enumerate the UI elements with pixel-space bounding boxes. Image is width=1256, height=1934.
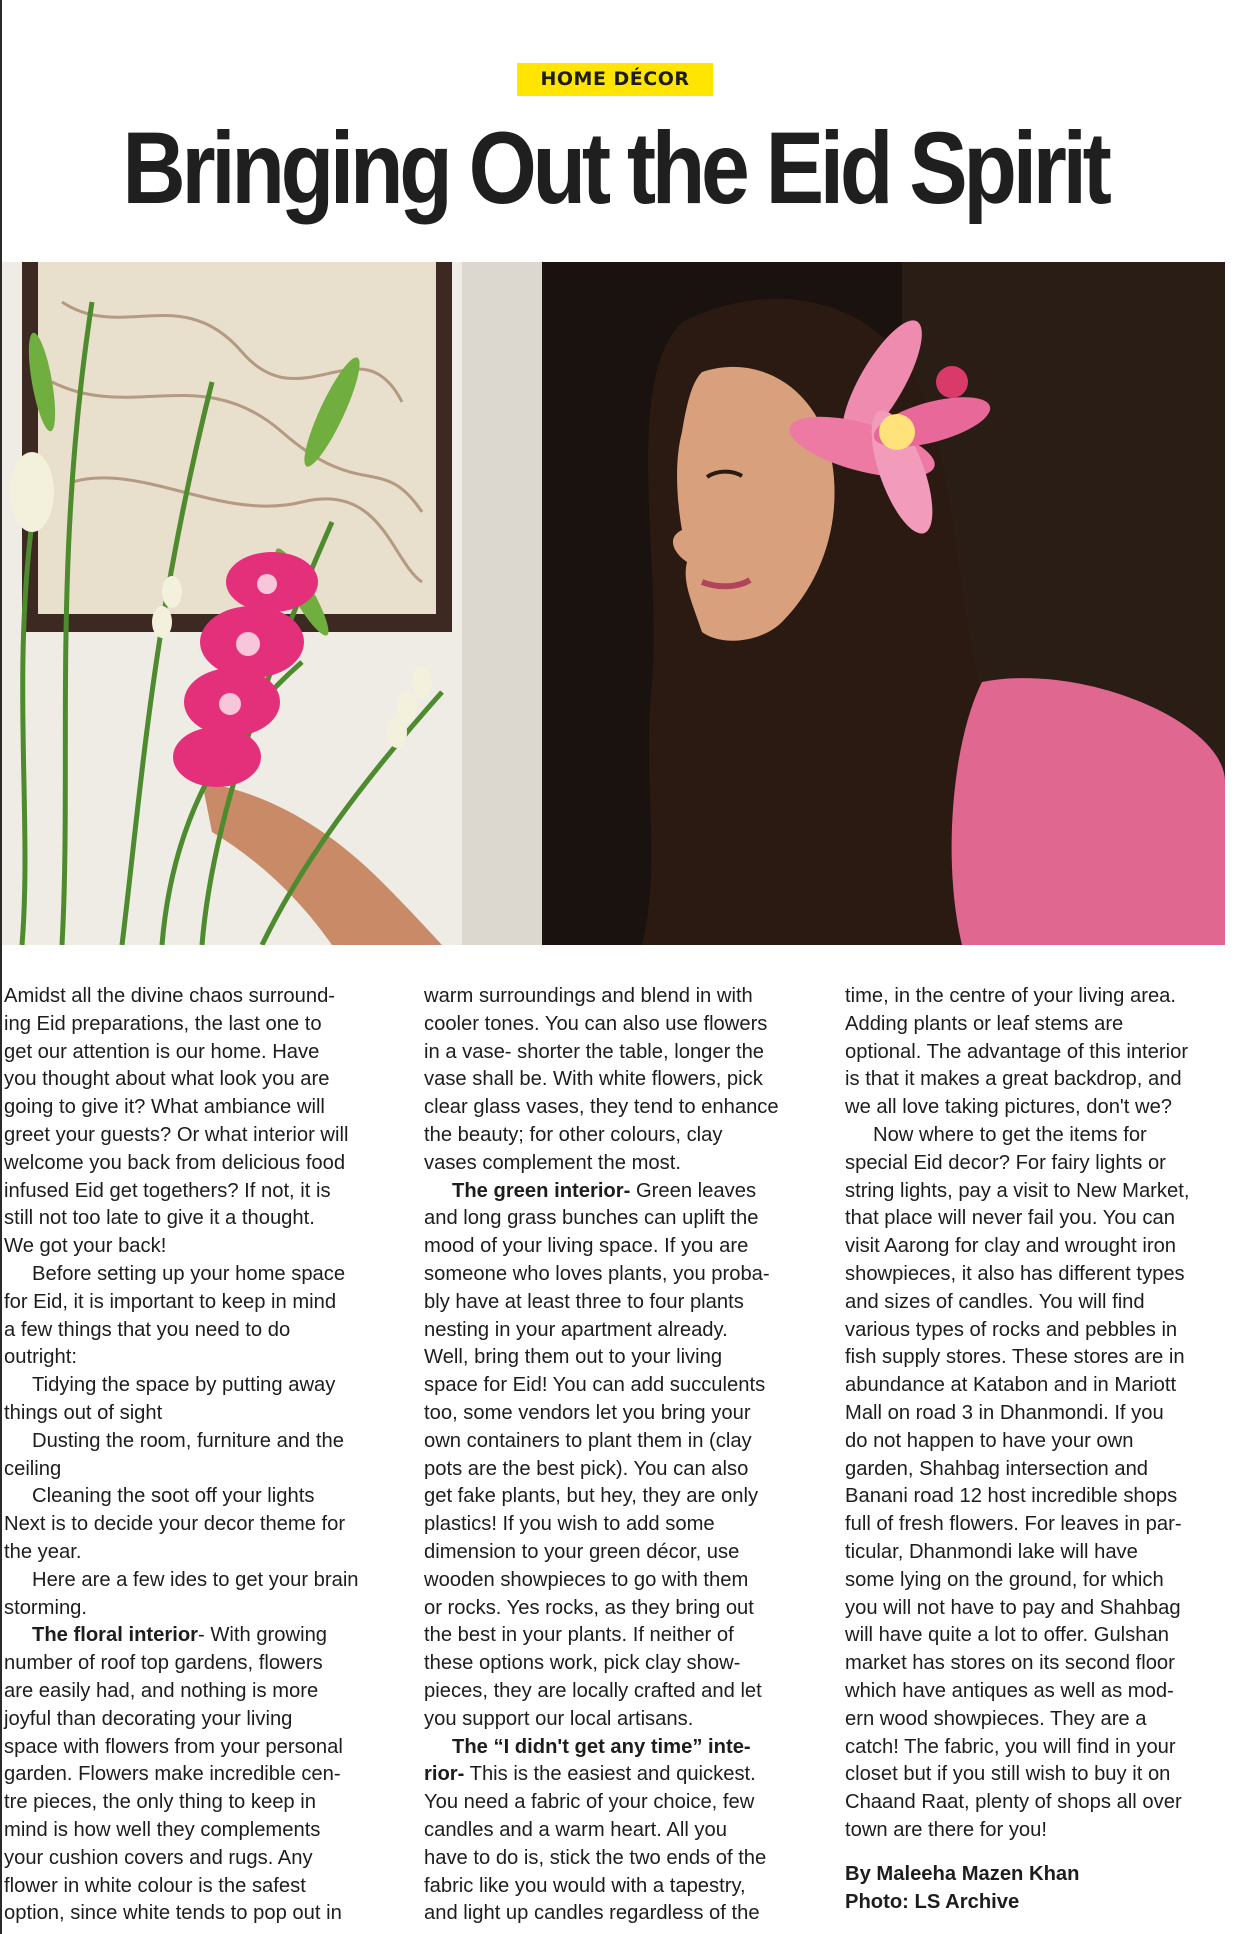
body-text: have to do is, stick the two ends of the: [424, 1846, 767, 1869]
text-column-3: [845, 983, 1225, 1916]
body-text: Tidying the space by putting away: [32, 1374, 336, 1397]
body-text: Before setting up your home space: [32, 1262, 346, 1285]
text-line: [424, 1372, 804, 1400]
text-line: [4, 1400, 384, 1428]
text-line: [845, 1511, 1225, 1539]
text-line: [424, 1622, 804, 1650]
body-text: time, in the centre of your living area.: [845, 985, 1177, 1007]
byline-author: By Maleeha Mazen Khan: [845, 1862, 1080, 1885]
text-line: [424, 1734, 804, 1762]
text-line: [845, 1595, 1225, 1623]
body-text: full of fresh flowers. For leaves in par-: [845, 1513, 1182, 1536]
text-line: [4, 1789, 384, 1817]
body-text: Well, bring them out to your living: [424, 1346, 723, 1369]
body-text: you support our local artisans.: [424, 1707, 694, 1730]
text-line: [424, 1817, 804, 1845]
text-column-1: [4, 983, 384, 1928]
body-text: - With growing: [198, 1624, 328, 1647]
text-line: [424, 1261, 804, 1289]
text-line: [4, 1178, 384, 1206]
text-line: [424, 1595, 804, 1623]
body-text: number of roof top gardens, flowers: [4, 1652, 323, 1675]
text-line: [845, 1289, 1225, 1317]
body-text: do not happen to have your own: [845, 1429, 1134, 1452]
text-line: [424, 1344, 804, 1372]
text-line: [4, 1567, 384, 1595]
text-line: [4, 1428, 384, 1456]
text-line: [424, 1845, 804, 1873]
body-text: Cleaning the soot off your lights: [32, 1485, 315, 1508]
text-line: [4, 1261, 384, 1289]
text-line: [845, 1567, 1225, 1595]
text-line: [845, 1734, 1225, 1762]
text-line: [845, 1178, 1225, 1206]
text-line: [4, 1706, 384, 1734]
text-line: [424, 1650, 804, 1678]
body-text: for Eid, it is important to keep in mind: [4, 1290, 337, 1313]
body-text: your cushion covers and rugs. Any: [4, 1846, 313, 1869]
text-line: [4, 983, 384, 1011]
body-text: showpieces, it also has different types: [845, 1262, 1185, 1285]
text-line: [4, 1650, 384, 1678]
body-text: market has stores on its second floor: [845, 1652, 1175, 1675]
body-text: Mall on road 3 in Dhanmondi. If you: [845, 1401, 1164, 1424]
text-line: [424, 1400, 804, 1428]
body-text: things out of sight: [4, 1401, 163, 1424]
subhead-lead: The floral interior: [32, 1624, 199, 1647]
text-line: [4, 1873, 384, 1901]
body-text: get fake plants, but hey, they are only: [424, 1485, 759, 1508]
body-text: town are there for you!: [845, 1818, 1047, 1841]
text-line: [845, 1317, 1225, 1345]
text-line: [424, 1567, 804, 1595]
photo-woman-with-flowers-icon: [2, 262, 1225, 945]
body-text: these options work, pick clay show-: [424, 1652, 741, 1675]
body-text: closet but if you still wish to buy it on: [845, 1763, 1171, 1786]
text-line: [424, 1428, 804, 1456]
body-text: Here are a few ides to get your brain: [32, 1568, 359, 1591]
text-line: [4, 1039, 384, 1067]
body-text: ing Eid preparations, the last one to: [4, 1012, 322, 1035]
body-text: will have quite a lot to offer. Gulshan: [845, 1624, 1169, 1647]
body-text: get our attention is our home. Have: [4, 1040, 320, 1063]
text-line: [424, 1873, 804, 1901]
body-text: ern wood showpieces. They are a: [845, 1707, 1147, 1730]
text-line: [4, 1094, 384, 1122]
body-text: Green leaves: [630, 1179, 757, 1202]
text-line: [424, 1122, 804, 1150]
text-line: [424, 1539, 804, 1567]
text-line: [424, 1900, 804, 1928]
text-line: [4, 1205, 384, 1233]
headline: Bringing Out the Eid Spirit: [122, 111, 1108, 225]
text-line: [424, 1456, 804, 1484]
text-line: [424, 1094, 804, 1122]
section-tag: HOME DÉCOR: [517, 63, 713, 96]
body-text: dimension to your green décor, use: [424, 1540, 740, 1563]
text-line: [845, 1261, 1225, 1289]
text-line: [424, 1317, 804, 1345]
body-text: plastics! If you wish to add some: [424, 1513, 715, 1536]
body-text: fabric like you would with a tapestry,: [424, 1874, 746, 1897]
body-text: or rocks. Yes rocks, as they bring out: [424, 1596, 754, 1619]
text-line: [4, 1066, 384, 1094]
body-text: Banani road 12 host incredible shops: [845, 1485, 1178, 1508]
body-text: the best in your plants. If neither of: [424, 1624, 734, 1647]
text-line: [424, 1761, 804, 1789]
subhead-lead: The “I didn't get any time” inte-: [452, 1735, 751, 1758]
body-text: visit Aarong for clay and wrought iron: [845, 1235, 1177, 1258]
text-line: [424, 1678, 804, 1706]
body-text: the beauty; for other colours, clay: [424, 1123, 723, 1146]
text-line: [424, 1178, 804, 1206]
body-text: bly have at least three to four plants: [424, 1290, 744, 1313]
text-line: [4, 1122, 384, 1150]
text-line: [4, 1317, 384, 1345]
text-line: [845, 1233, 1225, 1261]
body-text: mind is how well they complements: [4, 1818, 321, 1841]
text-line: [424, 1150, 804, 1178]
text-line: [845, 1428, 1225, 1456]
text-line: [424, 1789, 804, 1817]
body-text: cooler tones. You can also use flowers: [424, 1012, 768, 1035]
body-text: someone who loves plants, you proba-: [424, 1262, 770, 1285]
body-text: you will not have to pay and Shahbag: [845, 1596, 1181, 1619]
body-text: garden, Shahbag intersection and: [845, 1457, 1149, 1480]
body-text: This is the easiest and quickest.: [464, 1763, 756, 1786]
body-text: ticular, Dhanmondi lake will have: [845, 1540, 1138, 1563]
body-text: welcome you back from delicious food: [4, 1151, 346, 1174]
text-line: [4, 1483, 384, 1511]
body-text: pieces, they are locally crafted and let: [424, 1679, 762, 1702]
body-text: outright:: [4, 1346, 77, 1369]
body-text: vases complement the most.: [424, 1151, 681, 1174]
body-text: mood of your living space. If you are: [424, 1235, 749, 1258]
body-text: ceiling: [4, 1457, 62, 1480]
body-text: We got your back!: [4, 1235, 167, 1258]
text-line: [4, 1150, 384, 1178]
text-line: [424, 983, 804, 1011]
body-text: own containers to plant them in (clay: [424, 1429, 752, 1452]
text-line: [4, 1372, 384, 1400]
body-text: Chaand Raat, plenty of shops all over: [845, 1791, 1182, 1814]
body-text: string lights, pay a visit to New Market,: [845, 1179, 1190, 1202]
body-text: still not too late to give it a thought.: [4, 1207, 315, 1230]
body-text: and long grass bunches can uplift the: [424, 1207, 759, 1230]
text-line: [845, 1761, 1225, 1789]
body-text: in a vase- shorter the table, longer the: [424, 1040, 765, 1063]
body-text: that place will never fail you. You can: [845, 1207, 1175, 1230]
text-line: [4, 1845, 384, 1873]
body-text: some lying on the ground, for which: [845, 1568, 1164, 1591]
text-line: [4, 1622, 384, 1650]
body-text: candles and a warm heart. All you: [424, 1818, 727, 1841]
body-text: clear glass vases, they tend to enhance: [424, 1096, 779, 1119]
body-text: optional. The advantage of this interior: [845, 1040, 1189, 1063]
text-line: [4, 1011, 384, 1039]
text-line: [845, 1622, 1225, 1650]
text-line: [424, 1233, 804, 1261]
text-line: [424, 1066, 804, 1094]
body-text: are easily had, and nothing is more: [4, 1679, 319, 1702]
text-line: [845, 1205, 1225, 1233]
text-line: [845, 983, 1225, 1011]
body-text: vase shall be. With white flowers, pick: [424, 1068, 763, 1091]
text-line: [845, 1456, 1225, 1484]
text-line: [845, 1150, 1225, 1178]
body-text: flower in white colour is the safest: [4, 1874, 306, 1897]
text-line: [845, 1372, 1225, 1400]
body-text: fish supply stores. These stores are in: [845, 1346, 1185, 1369]
body-text: which have antiques as well as mod-: [845, 1679, 1174, 1702]
text-line: [845, 1789, 1225, 1817]
body-text: and sizes of candles. You will find: [845, 1290, 1145, 1313]
text-line: [424, 1039, 804, 1067]
text-line: [845, 1817, 1225, 1845]
text-line: [4, 1734, 384, 1762]
text-line: [845, 1039, 1225, 1067]
body-text: pots are the best pick). You can also: [424, 1457, 749, 1480]
body-text: the year.: [4, 1540, 82, 1563]
text-line: [4, 1761, 384, 1789]
text-line: [845, 1706, 1225, 1734]
text-line: [845, 1400, 1225, 1428]
text-line: [4, 1233, 384, 1261]
text-line: [845, 1344, 1225, 1372]
body-text: infused Eid get togethers? If not, it is: [4, 1179, 331, 1202]
body-text: space with flowers from your personal: [4, 1735, 343, 1758]
body-text: you thought about what look you are: [4, 1068, 330, 1091]
text-line: [4, 1539, 384, 1567]
body-text: nesting in your apartment already.: [424, 1318, 728, 1341]
text-line: [4, 1595, 384, 1623]
text-line: [845, 1650, 1225, 1678]
body-text: catch! The fabric, you will find in your: [845, 1735, 1176, 1758]
text-line: [4, 1289, 384, 1317]
body-text: option, since white tends to pop out in: [4, 1902, 342, 1925]
subhead-lead: rior-: [424, 1763, 465, 1786]
text-line: [845, 1539, 1225, 1567]
text-line: [4, 1900, 384, 1928]
text-line: [424, 1706, 804, 1734]
body-text: wooden showpieces to go with them: [424, 1568, 749, 1591]
body-text: joyful than decorating your living: [4, 1707, 293, 1730]
text-line: [845, 1678, 1225, 1706]
text-line: [4, 1817, 384, 1845]
body-text: is that it makes a great backdrop, and: [845, 1068, 1182, 1091]
text-line: [424, 1205, 804, 1233]
body-text: special Eid decor? For fairy lights or: [845, 1151, 1166, 1174]
body-text: Dusting the room, furniture and the: [32, 1429, 344, 1452]
text-line: [4, 1678, 384, 1706]
body-text: various types of rocks and pebbles in: [845, 1318, 1178, 1341]
body-text: Next is to decide your decor theme for: [4, 1513, 346, 1536]
body-text: Now where to get the items for: [873, 1123, 1147, 1146]
body-text: Adding plants or leaf stems are: [845, 1012, 1124, 1035]
body-text: abundance at Katabon and in Mariott: [845, 1374, 1177, 1397]
body-text: space for Eid! You can add succulents: [424, 1374, 766, 1397]
text-line: [424, 1289, 804, 1317]
body-text: we all love taking pictures, don't we?: [845, 1096, 1173, 1119]
body-text: and light up candles regardless of the: [424, 1902, 760, 1925]
text-line: [845, 1066, 1225, 1094]
feature-photo: [2, 262, 1225, 945]
body-text: a few things that you need to do: [4, 1318, 291, 1341]
text-line: [845, 1011, 1225, 1039]
body-text: going to give it? What ambiance will: [4, 1096, 325, 1119]
body-text: Amidst all the divine chaos surround-: [4, 985, 336, 1007]
body-text: greet your guests? Or what interior will: [4, 1123, 349, 1146]
text-line: [845, 1094, 1225, 1122]
text-line: [424, 1011, 804, 1039]
body-text: tre pieces, the only thing to keep in: [4, 1791, 316, 1814]
body-text: warm surroundings and blend in with: [424, 985, 753, 1007]
byline-photo-credit: Photo: LS Archive: [845, 1890, 1020, 1913]
subhead-lead: The green interior-: [452, 1179, 631, 1202]
text-line: [424, 1483, 804, 1511]
body-text: too, some vendors let you bring your: [424, 1401, 751, 1424]
body-text: garden. Flowers make incredible cen-: [4, 1763, 341, 1786]
text-line: [424, 1511, 804, 1539]
text-line: [4, 1511, 384, 1539]
body-text: storming.: [4, 1596, 88, 1619]
text-line: [4, 1344, 384, 1372]
text-line: [845, 1483, 1225, 1511]
text-line: [845, 1122, 1225, 1150]
text-line: [4, 1456, 384, 1484]
body-text: You need a fabric of your choice, few: [424, 1791, 755, 1814]
text-column-2: [424, 983, 804, 1928]
